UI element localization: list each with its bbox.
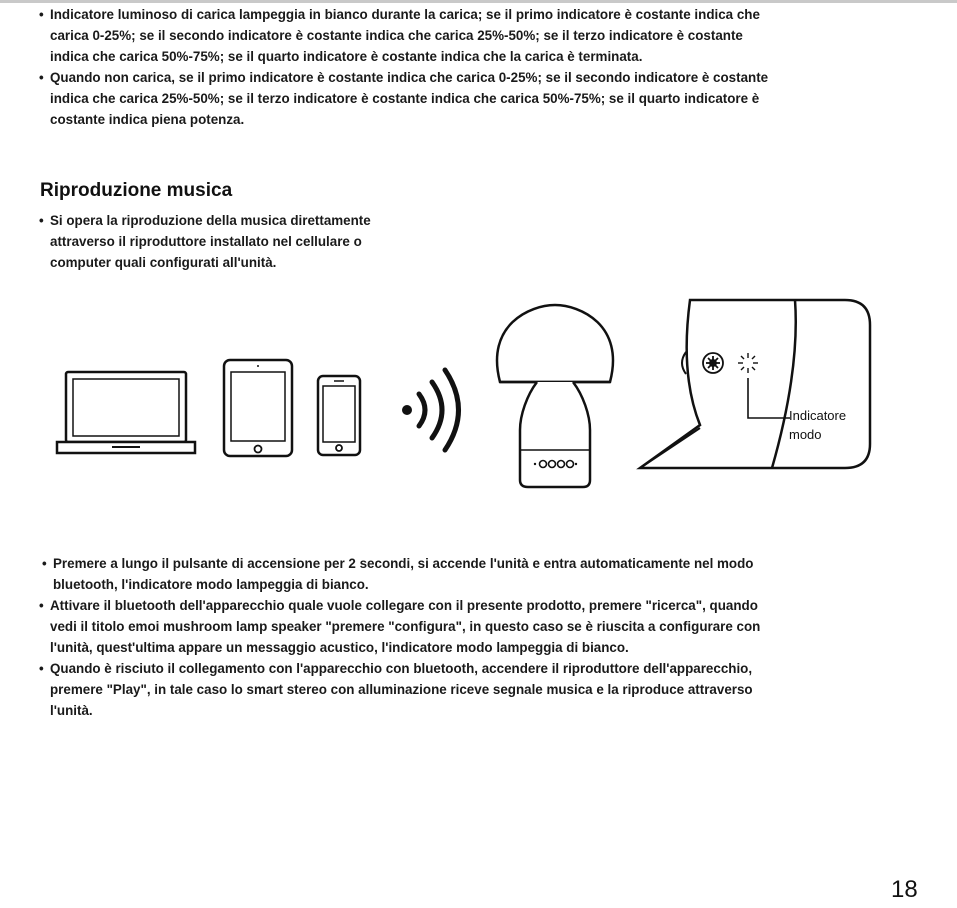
tablet-icon: [224, 360, 292, 456]
intro-bullet-1-line-3: indica che carica 50%-75%; se il quarto indicatore è costante indica che la carica è terminata.: [50, 49, 643, 65]
callout-label-line-1: Indicatore: [789, 408, 847, 423]
laptop-icon: [57, 372, 195, 453]
bullet-symbol: •: [42, 556, 47, 571]
step-2-line-3: l'unità, quest'ultima appare un messaggio acustico, l'indicatore modo lampeggia di bianco.: [50, 640, 629, 656]
smartphone-icon: [318, 376, 360, 455]
step-3-line-1: Quando è risciuto il collegamento con l'apparecchio con bluetooth, accendere il riproduttore dell'apparecchio,: [50, 661, 753, 676]
intro-bullet-2-line-3: costante indica piena potenza.: [50, 112, 245, 128]
detail-zoom-panel: [640, 300, 870, 468]
intro-bullet-1: [39, 4, 760, 68]
step-bullet-1: [42, 553, 753, 595]
bluetooth-pairing-illustration: [0, 290, 957, 500]
section-heading: Riproduzione musica: [40, 180, 233, 201]
wireless-signal-icon: [402, 370, 459, 450]
intro-bullet-1-line-1: Indicatore luminoso di carica lampeggia in bianco durante la carica; se il primo indicatore è costante indica che: [50, 7, 760, 22]
mushroom-speaker-icon: [497, 305, 613, 487]
page-number: 18: [891, 876, 918, 903]
bullet-symbol: •: [39, 7, 44, 22]
step-1-line-2: bluetooth, l'indicatore modo lampeggia di bianco.: [53, 577, 369, 593]
power-button-icon: [703, 353, 723, 373]
section-bullet-line-2: attraverso il riproduttore installato nel cellulare o: [50, 234, 362, 250]
top-rule: [0, 0, 957, 3]
step-3-line-2: premere "Play", in tale caso lo smart stereo con alluminazione riceve segnale musica e la riproduce attraverso: [50, 682, 753, 698]
intro-bullet-2: [39, 67, 768, 131]
section-bullet-line-3: computer quali configurati all'unità.: [50, 255, 277, 271]
step-2-line-1: Attivare il bluetooth dell'apparecchio quale vuole collegare con il presente prodotto, premere "ricerca", quando: [50, 598, 758, 613]
step-3-line-3: l'unità.: [50, 703, 93, 719]
bullet-symbol: •: [39, 598, 44, 613]
step-1-line-1: Premere a lungo il pulsante di accensione per 2 secondi, si accende l'unità e entra automaticamente nel modo: [53, 556, 754, 571]
step-bullet-3: [39, 658, 753, 722]
section-bullet: [39, 210, 371, 274]
intro-bullet-2-line-1: Quando non carica, se il primo indicatore è costante indica che carica 0-25%; se il secondo indicatore è costante: [50, 70, 769, 85]
intro-bullet-2-line-2: indica che carica 25%-50%; se il terzo indicatore è costante indica che carica 50%-75%; se il quarto indicatore è: [50, 91, 760, 107]
section-bullet-line-1: Si opera la riproduzione della musica direttamente: [50, 213, 371, 228]
bullet-symbol: •: [39, 213, 44, 228]
intro-bullet-1-line-2: carica 0-25%; se il secondo indicatore è costante indica che carica 25%-50%; se il terzo indicatore è costante: [50, 28, 743, 44]
bullet-symbol: •: [39, 661, 44, 676]
step-2-line-2: vedi il titolo emoi mushroom lamp speaker "premere "configura", in questo caso se è riuscita a configurare con: [50, 619, 761, 635]
bullet-symbol: •: [39, 70, 44, 85]
step-bullet-2: [39, 595, 760, 659]
callout-label-line-2: modo: [789, 427, 822, 442]
